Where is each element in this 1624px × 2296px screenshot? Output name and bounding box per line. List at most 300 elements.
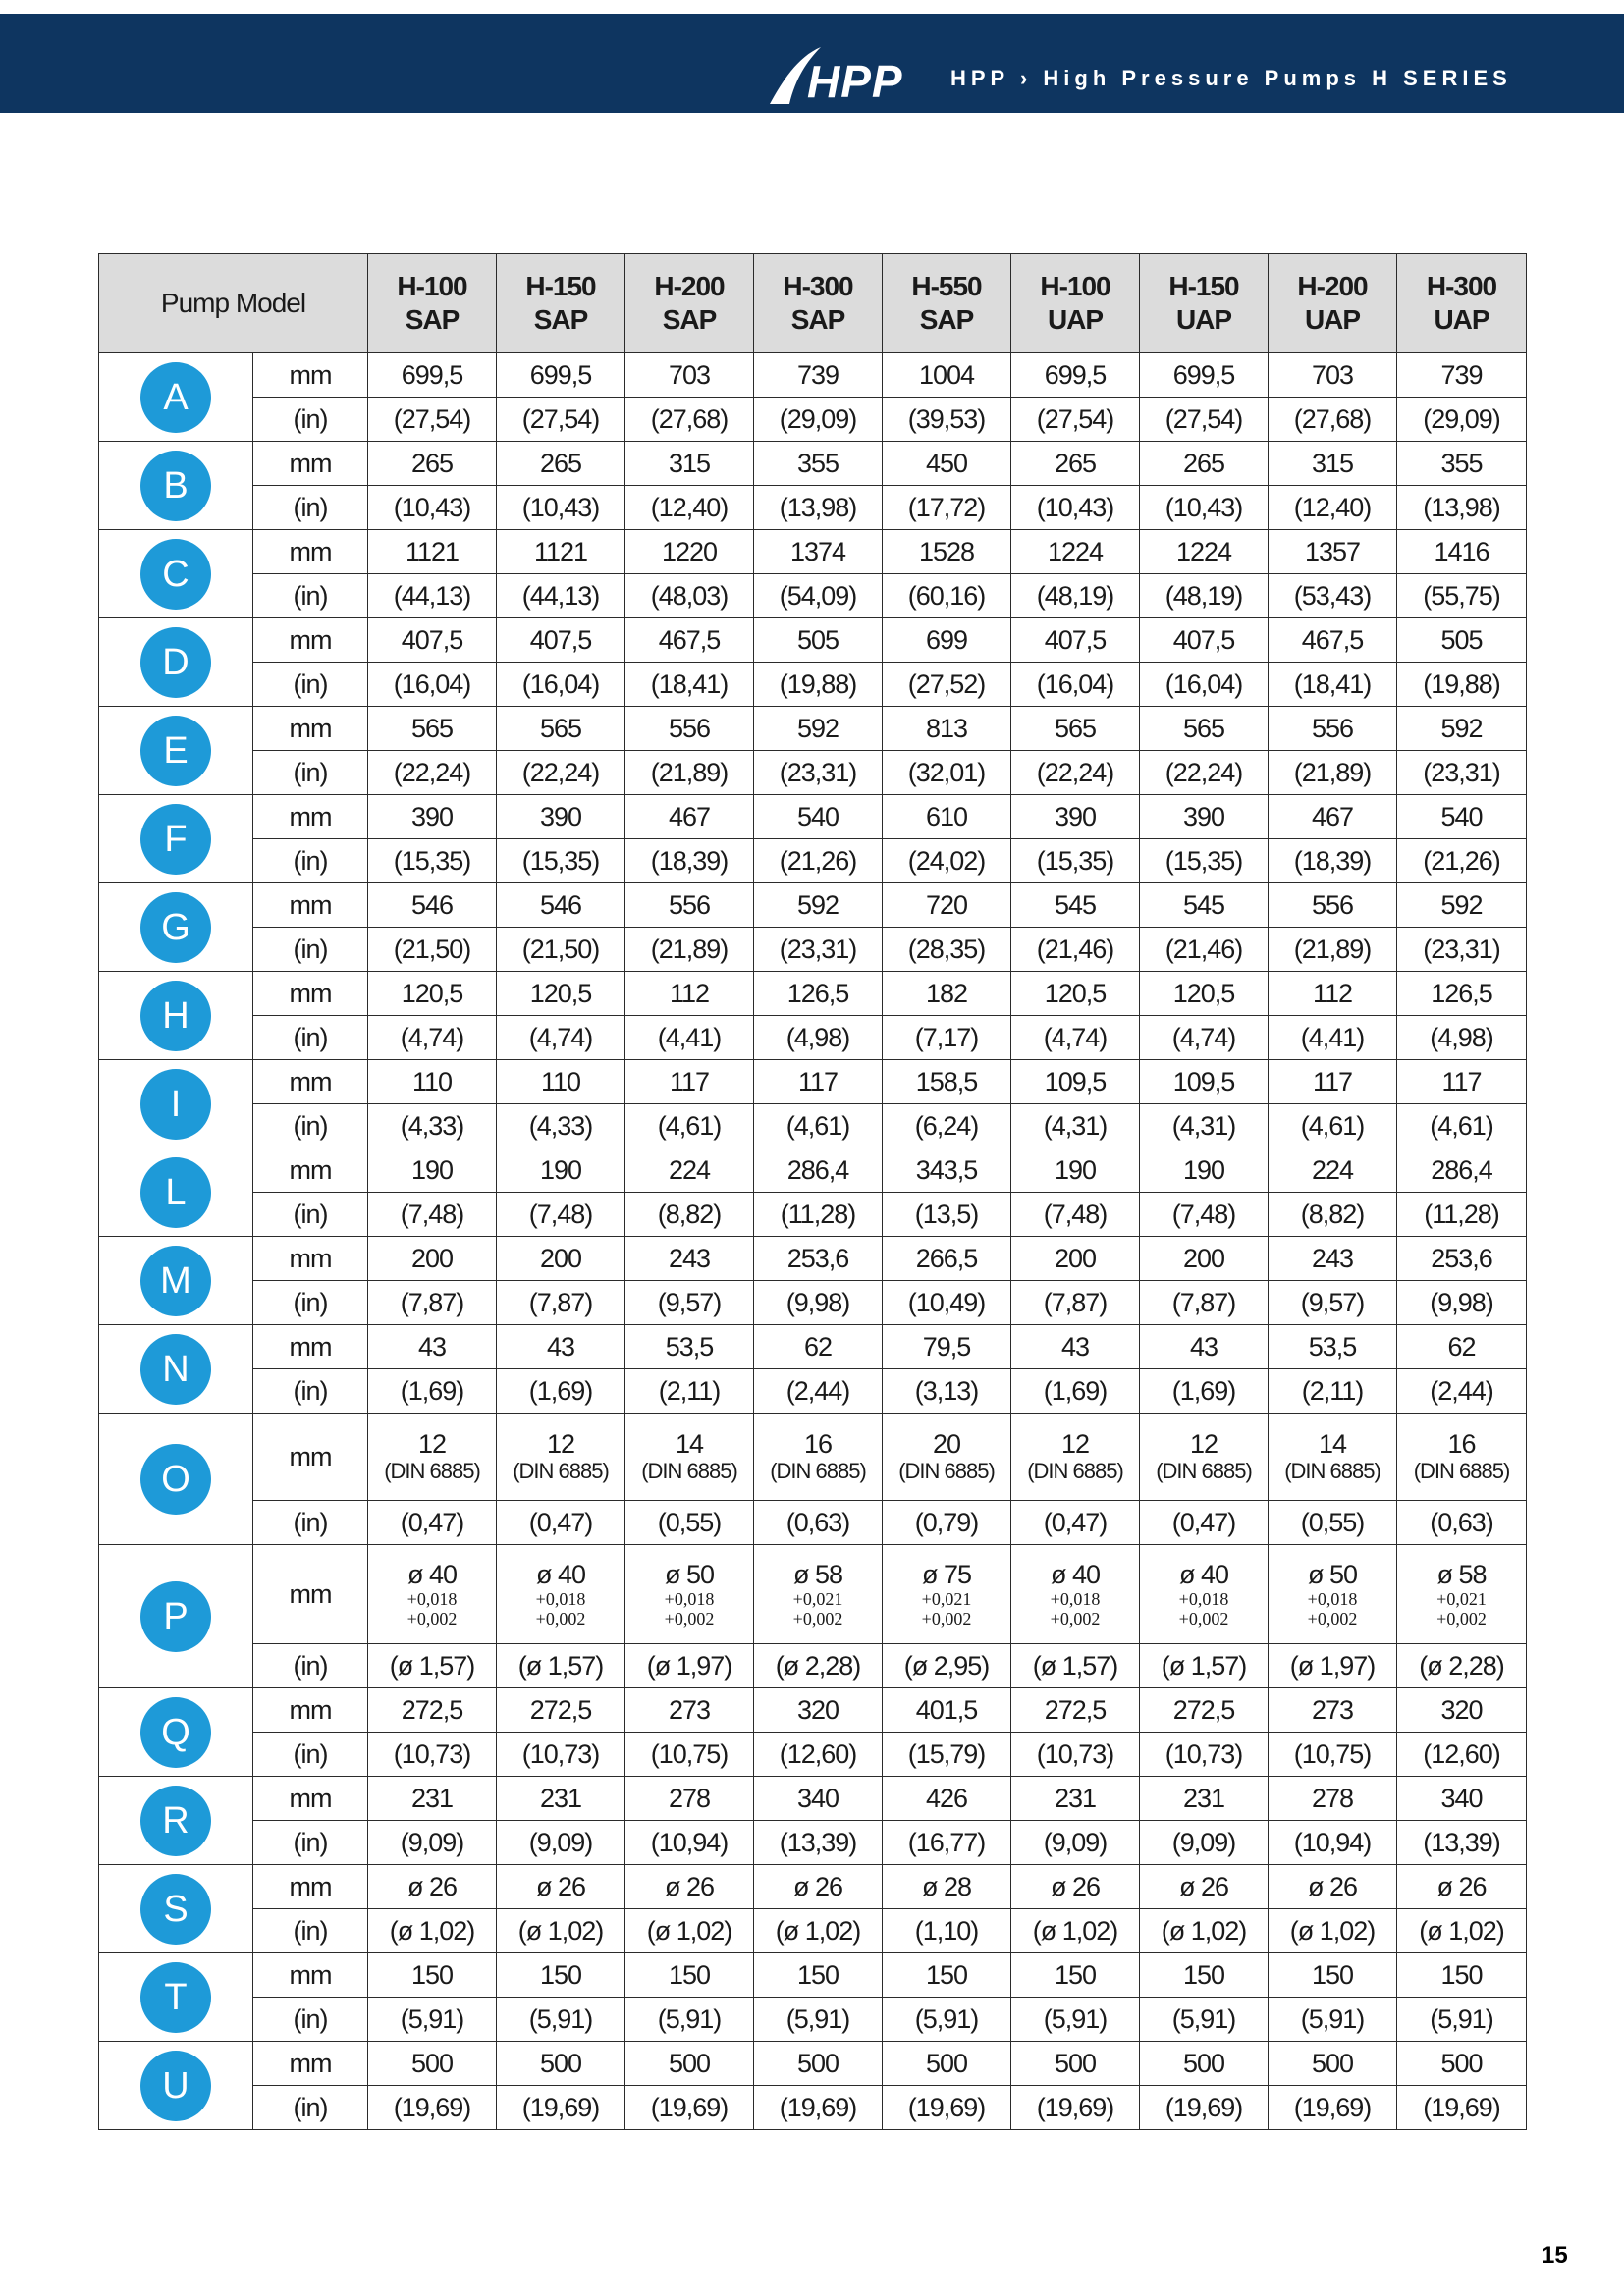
value-mm-text: ø 26 [664, 1872, 715, 1901]
value-in: (ø 1,02) [1269, 1909, 1397, 1953]
unit-in: (in) [253, 486, 368, 530]
value-mm [497, 530, 625, 574]
table-row-in [99, 839, 1527, 883]
value-mm-text: 272,5 [529, 1695, 592, 1725]
dimension-letter-cell [99, 1237, 253, 1325]
value-mm-text: 540 [1440, 802, 1483, 831]
table-row-in [99, 751, 1527, 795]
dimension-letter-cell [99, 972, 253, 1060]
value-in: (23,31) [1397, 751, 1527, 795]
value-in: (2,11) [625, 1369, 754, 1414]
dimension-badge: B [140, 451, 211, 521]
value-mm-text: 813 [925, 714, 968, 743]
value-mm [883, 530, 1011, 574]
value-in: (0,47) [1140, 1501, 1269, 1545]
value-mm [883, 1953, 1011, 1998]
value-in: (19,69) [1140, 2086, 1269, 2130]
value-in: (1,10) [883, 1909, 1011, 1953]
value-mm-text: 150 [1440, 1960, 1483, 1990]
value-mm-text: 565 [410, 714, 454, 743]
value-mm [754, 1237, 883, 1281]
value-mm [1397, 1953, 1527, 1998]
value-mm [1011, 1545, 1140, 1644]
value-in: (27,54) [1140, 398, 1269, 442]
value-mm-text: 556 [1311, 890, 1354, 920]
value-in: (5,91) [497, 1998, 625, 2042]
tolerance-lower: +0,002 [1307, 1609, 1358, 1629]
value-mm [1140, 618, 1269, 663]
table-row-mm [99, 1777, 1527, 1821]
dimension-letter-cell [99, 530, 253, 618]
value-mm [1269, 1325, 1397, 1369]
value-mm [1011, 972, 1140, 1016]
value-mm [1269, 795, 1397, 839]
value-mm [625, 1325, 754, 1369]
value-mm-text: 286,4 [1431, 1155, 1492, 1185]
value-mm-text: 43 [1189, 1332, 1218, 1362]
unit-mm: mm [253, 1148, 368, 1193]
value-mm-text: 467 [668, 802, 711, 831]
table-row-mm [99, 1060, 1527, 1104]
value-mm-text: 500 [1182, 2049, 1225, 2078]
value-mm-text: 110 [411, 1067, 453, 1096]
value-in: (10,94) [1269, 1821, 1397, 1865]
value-in: (ø 2,28) [754, 1644, 883, 1688]
din-note: (DIN 6885) [898, 1459, 995, 1483]
tolerance-lower: +0,002 [1178, 1609, 1229, 1629]
dimension-badge: Q [140, 1697, 211, 1768]
unit-mm: mm [253, 1865, 368, 1909]
value-in: (21,89) [1269, 928, 1397, 972]
model-variant: UAP [1047, 304, 1104, 335]
din-note: (DIN 6885) [1156, 1459, 1252, 1483]
dimension-badge: O [140, 1444, 211, 1515]
value-in: (21,89) [625, 928, 754, 972]
value-in: (19,69) [754, 2086, 883, 2130]
value-mm-text: 505 [796, 625, 839, 655]
value-mm-text: 53,5 [1308, 1332, 1357, 1362]
table-row-mm [99, 1545, 1527, 1644]
value-mm-text: 112 [1312, 979, 1353, 1008]
value-mm [1140, 2042, 1269, 2086]
value-in: (29,09) [754, 398, 883, 442]
dimension-badge: H [140, 981, 211, 1051]
value-in: (21,26) [754, 839, 883, 883]
tolerance-lower: +0,002 [1050, 1609, 1101, 1629]
value-in: (28,35) [883, 928, 1011, 972]
value-in: (10,94) [625, 1821, 754, 1865]
dimension-badge: I [140, 1069, 211, 1140]
value-mm [883, 795, 1011, 839]
value-mm [1140, 353, 1269, 398]
value-mm-text: 120,5 [1172, 979, 1235, 1008]
value-mm [368, 1953, 497, 1998]
value-mm [883, 1414, 1011, 1501]
value-in: (19,69) [883, 2086, 1011, 2130]
value-mm [1011, 1325, 1140, 1369]
value-mm [883, 972, 1011, 1016]
dimension-letter-cell [99, 1060, 253, 1148]
value-in: (4,31) [1011, 1104, 1140, 1148]
value-in: (22,24) [1140, 751, 1269, 795]
value-mm-text: 699,5 [1172, 360, 1235, 390]
din-note: (DIN 6885) [513, 1459, 609, 1483]
value-mm [625, 1688, 754, 1733]
value-in: (44,13) [368, 574, 497, 618]
value-mm-text: 150 [668, 1960, 711, 1990]
value-in: (4,61) [1269, 1104, 1397, 1148]
model-header [625, 254, 754, 353]
tolerance-upper: +0,018 [1178, 1589, 1229, 1609]
unit-in: (in) [253, 928, 368, 972]
value-mm [625, 1414, 754, 1501]
tolerance-upper: +0,021 [921, 1589, 972, 1609]
value-mm [497, 1777, 625, 1821]
value-mm [1397, 1414, 1527, 1501]
model-name: H-200 [654, 271, 725, 301]
dimension-letter-cell [99, 795, 253, 883]
value-mm [1140, 1414, 1269, 1501]
dimension-letter-cell [99, 1688, 253, 1777]
value-mm [625, 972, 754, 1016]
table-row-mm [99, 530, 1527, 574]
value-mm [754, 1953, 883, 1998]
unit-mm: mm [253, 972, 368, 1016]
unit-mm: mm [253, 1237, 368, 1281]
value-in: (39,53) [883, 398, 1011, 442]
value-mm [625, 1545, 754, 1644]
value-in: (55,75) [1397, 574, 1527, 618]
value-mm-text: 390 [1054, 802, 1097, 831]
value-in: (22,24) [368, 751, 497, 795]
value-mm-text: 16 [1447, 1429, 1476, 1459]
value-mm-text: 592 [1440, 714, 1483, 743]
value-in: (27,68) [625, 398, 754, 442]
value-mm [1397, 1865, 1527, 1909]
value-in: (4,61) [1397, 1104, 1527, 1148]
value-in: (0,63) [1397, 1501, 1527, 1545]
value-in: (8,82) [1269, 1193, 1397, 1237]
value-mm [1397, 1237, 1527, 1281]
tolerance-upper: +0,021 [1436, 1589, 1487, 1609]
value-in: (48,03) [625, 574, 754, 618]
value-mm-text: ø 26 [406, 1872, 458, 1901]
value-mm-text: 12 [546, 1429, 575, 1459]
value-in: (21,89) [1269, 751, 1397, 795]
value-mm [1011, 883, 1140, 928]
unit-mm: mm [253, 1953, 368, 1998]
table-row-in [99, 1998, 1527, 2042]
value-mm-text: 699,5 [529, 360, 592, 390]
value-in: (15,35) [1140, 839, 1269, 883]
value-mm-text: 500 [668, 2049, 711, 2078]
value-in: (22,24) [1011, 751, 1140, 795]
value-in: (10,73) [1011, 1733, 1140, 1777]
table-row-mm [99, 972, 1527, 1016]
value-mm [368, 795, 497, 839]
dimension-letter-cell [99, 1325, 253, 1414]
value-in: (9,09) [1011, 1821, 1140, 1865]
value-in: (16,04) [1140, 663, 1269, 707]
tolerance-lower: +0,002 [792, 1609, 843, 1629]
value-in: (2,11) [1269, 1369, 1397, 1414]
header-title: HPP › High Pressure Pumps H SERIES [950, 66, 1512, 90]
value-mm-text: 565 [1182, 714, 1225, 743]
value-mm-text: 407,5 [529, 625, 592, 655]
unit-mm: mm [253, 795, 368, 839]
dimension-badge: G [140, 892, 211, 963]
value-mm-text: 500 [1054, 2049, 1097, 2078]
value-mm-text: 79,5 [922, 1332, 971, 1362]
tolerance-lower: +0,002 [535, 1609, 586, 1629]
table-row-in [99, 1016, 1527, 1060]
value-mm-text: 278 [1311, 1784, 1354, 1813]
value-mm [883, 442, 1011, 486]
value-mm-text: 739 [1440, 360, 1483, 390]
value-mm [1397, 795, 1527, 839]
model-header [1011, 254, 1140, 353]
value-in: (7,48) [1140, 1193, 1269, 1237]
value-in: (0,47) [368, 1501, 497, 1545]
value-mm [1269, 972, 1397, 1016]
value-mm-text: 500 [925, 2049, 968, 2078]
model-name: H-300 [1426, 271, 1497, 301]
value-mm-text: 1121 [533, 537, 588, 566]
unit-mm: mm [253, 707, 368, 751]
value-in: (4,33) [497, 1104, 625, 1148]
din-note: (DIN 6885) [770, 1459, 866, 1483]
dimension-letter-cell [99, 883, 253, 972]
value-mm-text: 43 [1060, 1332, 1090, 1362]
value-mm [1397, 1545, 1527, 1644]
value-mm [1011, 618, 1140, 663]
value-mm-text: 1224 [1175, 537, 1232, 566]
value-mm-text: 467,5 [1301, 625, 1364, 655]
value-in: (24,02) [883, 839, 1011, 883]
value-mm [625, 883, 754, 928]
value-mm [754, 1325, 883, 1369]
value-mm [1269, 618, 1397, 663]
value-mm [1140, 795, 1269, 839]
value-in: (ø 1,02) [754, 1909, 883, 1953]
value-mm [1140, 1777, 1269, 1821]
value-mm [1397, 972, 1527, 1016]
value-in: (9,09) [1140, 1821, 1269, 1865]
value-in: (10,75) [625, 1733, 754, 1777]
value-mm-text: 500 [1311, 2049, 1354, 2078]
value-mm-text: 224 [668, 1155, 711, 1185]
table-row-mm [99, 2042, 1527, 2086]
value-mm-text: 243 [668, 1244, 711, 1273]
value-mm-text: 592 [796, 714, 839, 743]
value-in: (2,44) [754, 1369, 883, 1414]
value-in: (18,39) [1269, 839, 1397, 883]
value-mm-text: 117 [669, 1067, 710, 1096]
dimension-letter-cell [99, 1545, 253, 1688]
value-mm-text: 231 [1182, 1784, 1225, 1813]
value-mm [883, 883, 1011, 928]
model-header [883, 254, 1011, 353]
value-mm-text: 109,5 [1172, 1067, 1235, 1096]
value-mm [368, 883, 497, 928]
tolerance-upper: +0,021 [792, 1589, 843, 1609]
value-mm-text: 110 [540, 1067, 581, 1096]
value-mm-text: 117 [1312, 1067, 1353, 1096]
table-row-mm [99, 442, 1527, 486]
value-mm [1011, 1060, 1140, 1104]
value-mm [625, 1865, 754, 1909]
value-mm-text: 355 [1440, 449, 1483, 478]
value-in: (5,91) [1140, 1998, 1269, 2042]
value-mm [1140, 972, 1269, 1016]
value-in: (18,41) [1269, 663, 1397, 707]
dimension-badge: L [140, 1157, 211, 1228]
value-mm-text: 556 [668, 890, 711, 920]
value-mm-text: 540 [796, 802, 839, 831]
unit-in: (in) [253, 574, 368, 618]
dimension-letter-cell [99, 1414, 253, 1545]
model-variant: UAP [1175, 304, 1232, 335]
value-mm [1397, 1148, 1527, 1193]
value-in: (12,60) [1397, 1733, 1527, 1777]
unit-in: (in) [253, 1193, 368, 1237]
value-mm-text: 150 [1182, 1960, 1225, 1990]
value-mm [1140, 1060, 1269, 1104]
value-mm-text: 390 [1182, 802, 1225, 831]
value-in: (1,69) [1140, 1369, 1269, 1414]
value-mm-text: 126,5 [786, 979, 849, 1008]
tolerance-lower: +0,002 [664, 1609, 715, 1629]
value-mm [1269, 1148, 1397, 1193]
value-mm [754, 1148, 883, 1193]
value-in: (32,01) [883, 751, 1011, 795]
value-in: (10,43) [1011, 486, 1140, 530]
model-name: H-300 [783, 271, 853, 301]
value-in: (27,54) [1011, 398, 1140, 442]
value-mm-text: 190 [1182, 1155, 1225, 1185]
value-mm-text: 224 [1311, 1155, 1354, 1185]
unit-mm: mm [253, 1688, 368, 1733]
value-mm [368, 1237, 497, 1281]
value-in: (7,87) [1011, 1281, 1140, 1325]
dimension-badge: P [140, 1581, 211, 1652]
value-mm-text: 592 [796, 890, 839, 920]
model-header [754, 254, 883, 353]
tolerance-upper: +0,018 [664, 1589, 715, 1609]
value-mm [1397, 883, 1527, 928]
value-in: (27,52) [883, 663, 1011, 707]
value-mm [368, 353, 497, 398]
dimension-badge: E [140, 716, 211, 786]
value-mm-text: 272,5 [1044, 1695, 1107, 1725]
value-mm [368, 530, 497, 574]
value-mm [625, 795, 754, 839]
value-mm [754, 618, 883, 663]
value-mm-text: 500 [410, 2049, 454, 2078]
value-mm-text: ø 26 [1436, 1872, 1487, 1901]
unit-in: (in) [253, 1281, 368, 1325]
value-in: (4,98) [1397, 1016, 1527, 1060]
value-in: (7,48) [1011, 1193, 1140, 1237]
value-in: (17,72) [883, 486, 1011, 530]
dimension-letter-cell [99, 707, 253, 795]
value-in: (ø 1,02) [1011, 1909, 1140, 1953]
value-mm-text: 320 [796, 1695, 839, 1725]
table-row-mm [99, 1325, 1527, 1369]
value-mm-text: 243 [1311, 1244, 1354, 1273]
value-mm-text: 390 [410, 802, 454, 831]
value-in: (19,69) [1397, 2086, 1527, 2130]
value-in: (10,73) [1140, 1733, 1269, 1777]
table-row-mm [99, 1414, 1527, 1501]
value-mm-text: 505 [1440, 625, 1483, 655]
value-in: (ø 2,95) [883, 1644, 1011, 1688]
value-mm-text: 265 [410, 449, 454, 478]
value-mm-text: 467 [1311, 802, 1354, 831]
value-mm-text: 273 [1311, 1695, 1354, 1725]
value-in: (12,60) [754, 1733, 883, 1777]
value-in: (4,74) [368, 1016, 497, 1060]
value-mm [1011, 1414, 1140, 1501]
value-mm-text: 355 [796, 449, 839, 478]
value-in: (3,13) [883, 1369, 1011, 1414]
value-in: (27,54) [368, 398, 497, 442]
value-mm-text: 43 [546, 1332, 575, 1362]
value-mm-text: 200 [1054, 1244, 1097, 1273]
value-mm [754, 1545, 883, 1644]
din-note: (DIN 6885) [1284, 1459, 1380, 1483]
value-mm-text: 109,5 [1044, 1067, 1107, 1096]
value-mm [368, 1688, 497, 1733]
tolerance-upper: +0,018 [1307, 1589, 1358, 1609]
value-mm-text: 12 [1189, 1429, 1218, 1459]
value-mm [1011, 1777, 1140, 1821]
value-in: (ø 1,57) [1140, 1644, 1269, 1688]
value-mm-text: 1416 [1434, 537, 1489, 566]
tolerance-upper: +0,018 [406, 1589, 458, 1609]
unit-mm: mm [253, 1060, 368, 1104]
value-mm [1140, 1688, 1269, 1733]
value-mm [625, 1237, 754, 1281]
model-variant: SAP [919, 304, 974, 335]
value-mm-text: 120,5 [401, 979, 463, 1008]
unit-in: (in) [253, 1501, 368, 1545]
value-in: (15,35) [1011, 839, 1140, 883]
value-mm [754, 353, 883, 398]
table-row-in [99, 1104, 1527, 1148]
dimension-letter-cell [99, 353, 253, 442]
value-in: (9,57) [625, 1281, 754, 1325]
value-in: (1,69) [1011, 1369, 1140, 1414]
value-mm [368, 1865, 497, 1909]
value-in: (18,41) [625, 663, 754, 707]
value-in: (27,68) [1269, 398, 1397, 442]
value-in: (13,39) [1397, 1821, 1527, 1865]
value-in: (5,91) [883, 1998, 1011, 2042]
dimension-letter-cell [99, 1865, 253, 1953]
value-mm [1140, 1237, 1269, 1281]
value-in: (19,69) [368, 2086, 497, 2130]
value-mm-text: 190 [539, 1155, 582, 1185]
value-mm [1269, 1545, 1397, 1644]
value-in: (16,04) [497, 663, 625, 707]
value-mm-text: 739 [796, 360, 839, 390]
value-mm-text: 407,5 [401, 625, 463, 655]
value-in: (11,28) [1397, 1193, 1527, 1237]
value-mm-text: 565 [539, 714, 582, 743]
din-note: (DIN 6885) [1413, 1459, 1510, 1483]
value-mm-text: 1121 [405, 537, 460, 566]
